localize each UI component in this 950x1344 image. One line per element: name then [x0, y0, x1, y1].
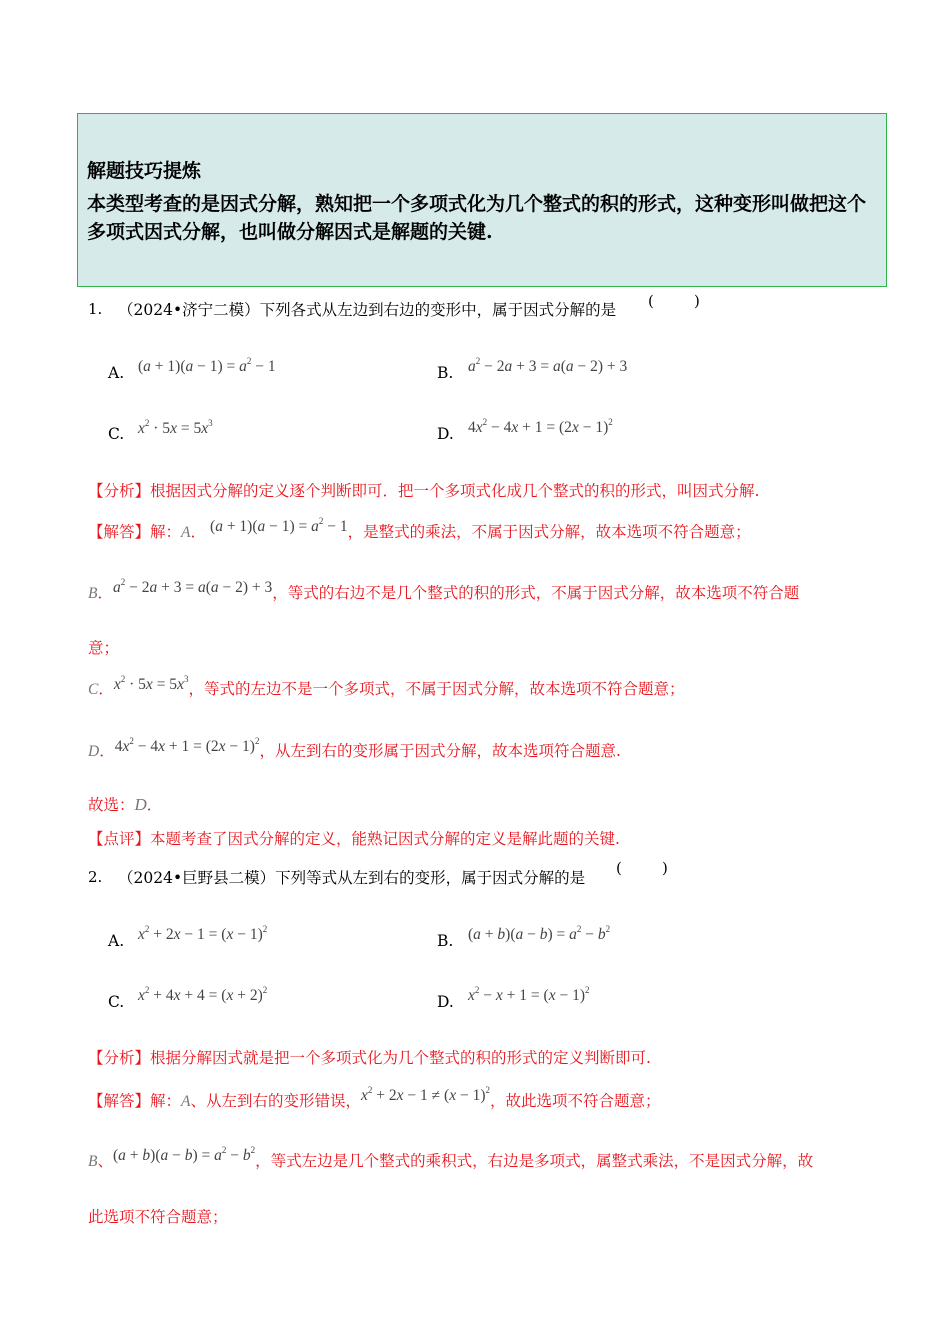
q1-letter-c: C [88, 681, 99, 698]
q1-answer-a: 【解答】解：A． $(a + 1)(a - 1) = a^2 - 1$，是整式的乘法，不属于因式分解，故本选项不符合题意； [88, 516, 751, 541]
q1-option-d-label: D. [437, 425, 454, 443]
q2-option-b-label: B. [437, 932, 454, 950]
q2-analysis-tag: 【分析】 [88, 1049, 151, 1067]
q1-answer-c: C．$x^2 \cdot 5x = 5x^3$，等式的左边不是一个多项式，不属于因式分解，故本选项不符合题意； [88, 674, 685, 698]
q2-analysis [88, 1046, 651, 1068]
q1-sol-b-text2: 意； [88, 639, 120, 657]
q2-letter-b: B [88, 1153, 98, 1170]
q1-letter-b: B [88, 585, 98, 602]
q2-sol-b-formula: $(a + b)(a - b) = a^2 - b^2$ [112, 1145, 256, 1164]
q1-letter-d: D [88, 743, 100, 760]
q1-choose-lead: 故选： [88, 796, 135, 814]
q2-sol-a-formula: $x^2 + 2x - 1 \ne (x - 1)^2$ [361, 1085, 491, 1104]
q2-analysis-text: 根据分解因式就是把一个多项式化为几个整式的积的形式的定义判断即可. [150, 1049, 651, 1067]
q1-sol-a-text: ，是整式的乘法，不属于因式分解，故本选项不符合题意； [347, 523, 751, 541]
tip-title: 解题技巧提炼 [87, 160, 202, 182]
q1-answer-b: B．$a^2 - 2a + 3 = a(a - 2) + 3$，等式的右边不是几个整式的积的形式，不属于因式分解，故本选项不符合题 [88, 577, 800, 602]
q2-paren-open: ( [616, 859, 622, 877]
tip-body: 本类型考查的是因式分解，熟知把一个多项式化为几个整式的积的形式，这种变形叫做把这个多项式因式分解，也叫做分解因式是解题的关键. [87, 193, 867, 243]
q1-option-b-label: B. [437, 364, 454, 382]
q1-option-b-formula: $a^2 - 2a + 3 = a(a - 2) + 3$ [468, 356, 628, 375]
q1-choose-answer: D [134, 795, 147, 814]
q2-number: 2. [88, 868, 103, 886]
q2-letter-a: A [181, 1093, 191, 1110]
q2-answer-b [88, 1145, 814, 1171]
q2-sol-b-text2: ，等式左边是几个整式的乘积式，右边是多项式，属整式乘法，不是因式分解，故 [255, 1152, 814, 1170]
q1-analysis-text: 根据因式分解的定义逐个判断即可．把一个多项式化成几个整式的积的形式，叫因式分解. [150, 482, 760, 500]
q1-sol-c-text: ，等式的左边不是一个多项式，不属于因式分解，故本选项不符合题意； [188, 680, 685, 698]
q2-option-a-label: A. [108, 932, 125, 950]
q1-comment-text: 本题考查了因式分解的定义，能熟记因式分解的定义是解此题的关键. [150, 830, 620, 848]
q1-option-a-label: A. [108, 364, 125, 382]
q2-answer-a [88, 1085, 661, 1111]
q1-sol-b-formula: $a^2 - 2a + 3 = a(a - 2) + 3$ [112, 577, 273, 596]
q1-analysis-tag: 【分析】 [88, 482, 151, 500]
q1-option-c-formula: $x^2 \cdot 5x = 5x^3$ [138, 418, 213, 437]
q1-option-c-label: C. [108, 425, 125, 443]
q1-analysis [88, 479, 759, 501]
q1-sol-b-text1: ，等式的右边不是几个整式的积的形式，不属于因式分解，故本选项不符合题 [272, 584, 800, 602]
q2-option-d-formula: $x^2 - x + 1 = (x - 1)^2$ [468, 985, 590, 1004]
q2-option-c-label: C. [108, 993, 125, 1011]
q1-sol-a-formula: $(a + 1)(a - 1) = a^2 - 1$ [210, 516, 348, 535]
q1-option-a-formula: $(a + 1)(a - 1) = a^2 - 1$ [138, 356, 276, 375]
q2-sol-a-text2: ，故此选项不符合题意； [490, 1092, 661, 1110]
q1-sol-c-formula: $x^2 \cdot 5x = 5x^3$ [113, 674, 189, 693]
q1-paren-close: ) [694, 292, 700, 310]
q1-option-d-formula: $4x^2 - 4x + 1 = (2x - 1)^2$ [468, 417, 613, 436]
q1-sol-d-formula: $4x^2 - 4x + 1 = (2x - 1)^2$ [114, 736, 260, 755]
q1-answer-tag: 【解答】 [88, 523, 151, 541]
q1-answer-d: D．$4x^2 - 4x + 1 = (2x - 1)^2$，从左到右的变形属于因式分解，故本选项符合题意. [88, 736, 621, 760]
q2-sol-a-text1: 、从左到右的变形错误， [190, 1092, 362, 1110]
q2-option-a-formula: $x^2 + 2x - 1 = (x - 1)^2$ [138, 924, 268, 943]
q2-paren-close: ) [662, 859, 668, 877]
q2-option-b-formula: $(a + b)(a - b) = a^2 - b^2$ [468, 924, 611, 943]
q1-comment [88, 827, 620, 849]
q1-choose: 故选：D． [88, 795, 163, 814]
q1-answer-lead: 解： [150, 523, 182, 541]
q1-letter-a: A [181, 524, 191, 541]
q2-answer-lead: 解： [150, 1092, 182, 1110]
q2-text: （2024•巨野县二模）下列等式从左到右的变形，属于因式分解的是 [118, 869, 586, 887]
q1-comment-tag: 【点评】 [88, 830, 151, 848]
q2-option-c-formula: $x^2 + 4x + 4 = (x + 2)^2$ [138, 985, 268, 1004]
q1-number: 1. [88, 300, 103, 318]
q2-answer-tag: 【解答】 [88, 1092, 151, 1110]
q2-sol-b-text1: 、 [97, 1152, 113, 1170]
tip-box [77, 113, 887, 287]
q1-sol-d-text: ，从左到右的变形属于因式分解，故本选项符合题意. [259, 742, 621, 760]
q2-sol-b-text3: 此选项不符合题意； [88, 1208, 228, 1226]
q1-paren-open: ( [648, 292, 654, 310]
q1-text: （2024•济宁二模）下列各式从左边到右边的变形中，属于因式分解的是 [118, 301, 617, 319]
q2-option-d-label: D. [437, 993, 454, 1011]
